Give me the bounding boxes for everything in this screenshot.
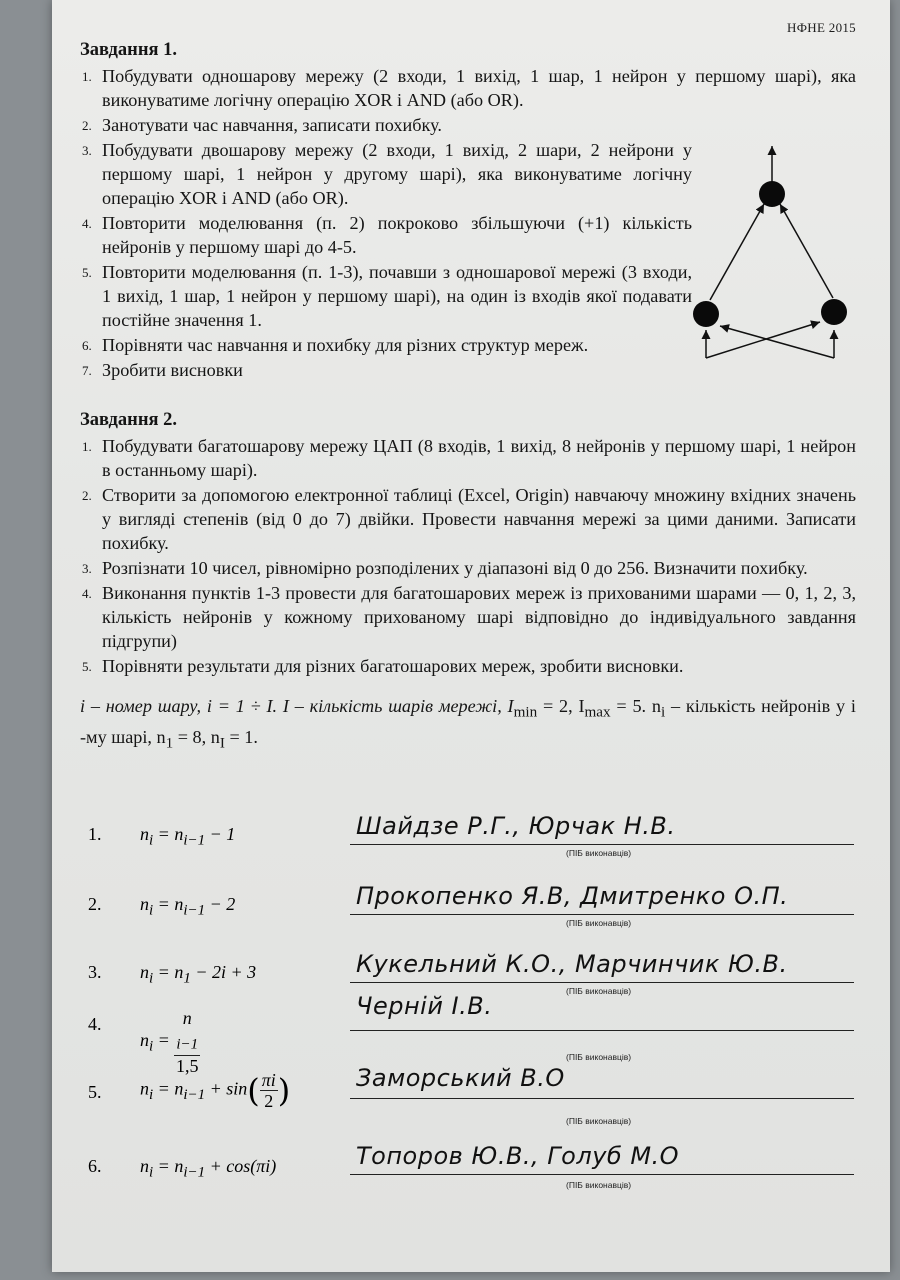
variant-row <box>88 812 868 888</box>
item-text: Побудувати багатошарову мережу ЦАП (8 входів, 1 вихід, 8 нейронів у першому шарі, 1 нейрон в останньому шарі). <box>102 436 856 480</box>
item-text: Занотувати час навчання, записати похибку. <box>102 115 442 135</box>
list-item <box>80 556 856 580</box>
signature-caption: (ПІБ виконавців) <box>566 848 632 858</box>
item-text: Побудувати двошарову мережу (2 входи, 1 вихід, 2 шари, 2 нейрони у першому шарі, 1 нейрон у другому шарі), яка виконуватиме логічну операцію XOR і AND (або OR). <box>102 140 692 208</box>
item-text: Зробити висновки <box>102 360 243 380</box>
list-item <box>80 64 856 112</box>
item-number: 3. <box>82 561 92 576</box>
variant-number: 5. <box>88 1082 102 1102</box>
item-text: Повторити моделювання (п. 2) покроково збільшуючи (+1) кількість нейронів у першому шарі до 4-5. <box>102 213 692 257</box>
variable-definition <box>80 694 856 755</box>
list-item <box>80 434 856 482</box>
task1-title: Завдання 1. <box>80 40 177 60</box>
list-item <box>80 581 856 653</box>
item-number: 1. <box>82 69 92 84</box>
edge-left-to-top <box>710 204 764 300</box>
item-number: 6. <box>82 338 92 353</box>
variant-number: 1. <box>88 824 102 844</box>
variant-number: 3. <box>88 962 102 982</box>
item-text: Побудувати одношарову мережу (2 входи, 1 вихід, 1 шар, 1 нейрон у першому шарі), яка виконуватиме логічну операцію XOR і AND (або OR). <box>102 66 856 110</box>
item-text: Порівняти результати для різних багатошарових мереж, зробити висновки. <box>102 656 684 676</box>
list-item <box>80 113 856 137</box>
item-number: 1. <box>82 439 92 454</box>
signature-line <box>350 1174 854 1175</box>
handwritten-signature: Кукельний К.О., Марчинчик Ю.В. <box>356 950 788 978</box>
item-text: Порівняти час навчання и похибку для різних структур мереж. <box>102 335 589 355</box>
handwritten-signature: Черній І.В. <box>356 992 493 1020</box>
subscript: 1 <box>165 734 174 752</box>
item-number: 5. <box>82 265 92 280</box>
list-item <box>80 138 692 210</box>
variant-formula: $n_i = n_{i-1} + \cos(\pi i)$ <box>140 1156 277 1181</box>
definition-text: = 2, I <box>537 696 585 716</box>
neuron-output <box>759 181 785 207</box>
variant-number: 4. <box>88 1014 102 1034</box>
list-item <box>80 483 856 555</box>
definition-text: = 1. <box>224 726 258 747</box>
formula-fraction: $\frac{\pi i}{2}$ <box>261 1070 276 1111</box>
neuron-right <box>821 299 847 325</box>
header-code: НФНЕ 2015 <box>787 20 856 35</box>
signature-caption: (ПІБ виконавців) <box>566 1052 632 1062</box>
definition-text: = 5. n <box>610 696 661 716</box>
list-item <box>80 260 692 332</box>
item-number: 4. <box>82 586 92 601</box>
item-number: 3. <box>82 143 92 158</box>
subscript: i <box>661 703 666 721</box>
handwritten-signature: Заморський В.О <box>356 1064 565 1092</box>
definition-text: = 8, n <box>173 726 220 747</box>
item-number: 2. <box>82 118 92 133</box>
variant-row <box>88 882 868 958</box>
signature-line <box>350 914 854 915</box>
list-item <box>80 654 856 678</box>
variant-formula: $n_i = n_{i-1} - 2$ <box>140 894 236 919</box>
item-text: Розпізнати 10 чисел, рівномірно розподілених у діапазоні від 0 до 256. Визначити похибку. <box>102 558 808 578</box>
variant-formula: $n_i = n_{i-1} - 1$ <box>140 824 236 849</box>
list-item <box>80 211 692 259</box>
signature-line <box>350 982 854 983</box>
variant-formula: $n_i = n_1 - 2i + 3$ <box>140 962 257 987</box>
handwritten-signature: Топоров Ю.В., Голуб М.О <box>356 1142 680 1170</box>
variant-formula: $n_i = n_{i-1} + \sin$( $\frac{\pi i}{2}$ ) <box>140 1070 291 1111</box>
signature-line <box>350 1030 854 1031</box>
variant-number: 2. <box>88 894 102 914</box>
item-text: Створити за допомогою електронної таблиці (Excel, Origin) навчаючу множину вхідних значень у вигляді степенів (від 0 до 7) двійки. Провести навчання мережі за цими даними. Записати похибку. <box>102 485 856 553</box>
subscript: max <box>584 703 611 721</box>
variant-row <box>88 1064 868 1146</box>
handwritten-signature: Шайдзе Р.Г., Юрчак Н.В. <box>356 812 676 840</box>
signature-caption: (ПІБ виконавців) <box>566 918 632 928</box>
subscript: I <box>219 734 225 752</box>
definition-text: i – номер шару, i = 1 ÷ I. I – кількість шарів мережі, I <box>80 696 514 716</box>
neuron-left <box>693 301 719 327</box>
item-number: 4. <box>82 216 92 231</box>
task2-title: Завдання 2. <box>80 410 177 430</box>
item-text: Виконання пунктів 1-3 провести для багатошарових мереж із прихованими шарами — 0, 1, 2, 3, кількість нейронів у кожному прихованому шарі відповідно до індивідуального завдання підгрупи) <box>102 583 856 651</box>
signature-caption: (ПІБ виконавців) <box>566 1180 632 1190</box>
variant-number: 6. <box>88 1156 102 1176</box>
task2-list <box>80 434 856 678</box>
handwritten-signature: Прокопенко Я.В, Дмитренко О.П. <box>356 882 789 910</box>
formula-fraction: n $_{i-1}$ 1,5 <box>175 1008 199 1076</box>
item-number: 7. <box>82 363 92 378</box>
signature-line <box>350 1098 854 1099</box>
network-diagram <box>688 138 848 368</box>
subscript: min <box>513 703 538 721</box>
variant-row <box>88 1142 868 1222</box>
definition-text: – кількість нейронів у i -му шарі, n <box>80 696 856 747</box>
signature-line <box>350 844 854 845</box>
signature-caption: (ПІБ виконавців) <box>566 1116 632 1126</box>
signature-caption: (ПІБ виконавців) <box>566 986 632 996</box>
item-number: 2. <box>82 488 92 503</box>
item-number: 5. <box>82 659 92 674</box>
document-page <box>52 0 890 1272</box>
cross-input-left <box>720 326 834 358</box>
variant-formula: $n_i$ = n $_{i-1}$ 1,5 <box>140 1008 199 1076</box>
edge-right-to-top <box>780 204 833 298</box>
item-text: Повторити моделювання (п. 1-3), почавши з одношарової мережі (3 входи, 1 вихід, 1 шар, 1 нейрон у першому шарі), на один із входів якої подавати постійне значення 1. <box>102 262 692 330</box>
